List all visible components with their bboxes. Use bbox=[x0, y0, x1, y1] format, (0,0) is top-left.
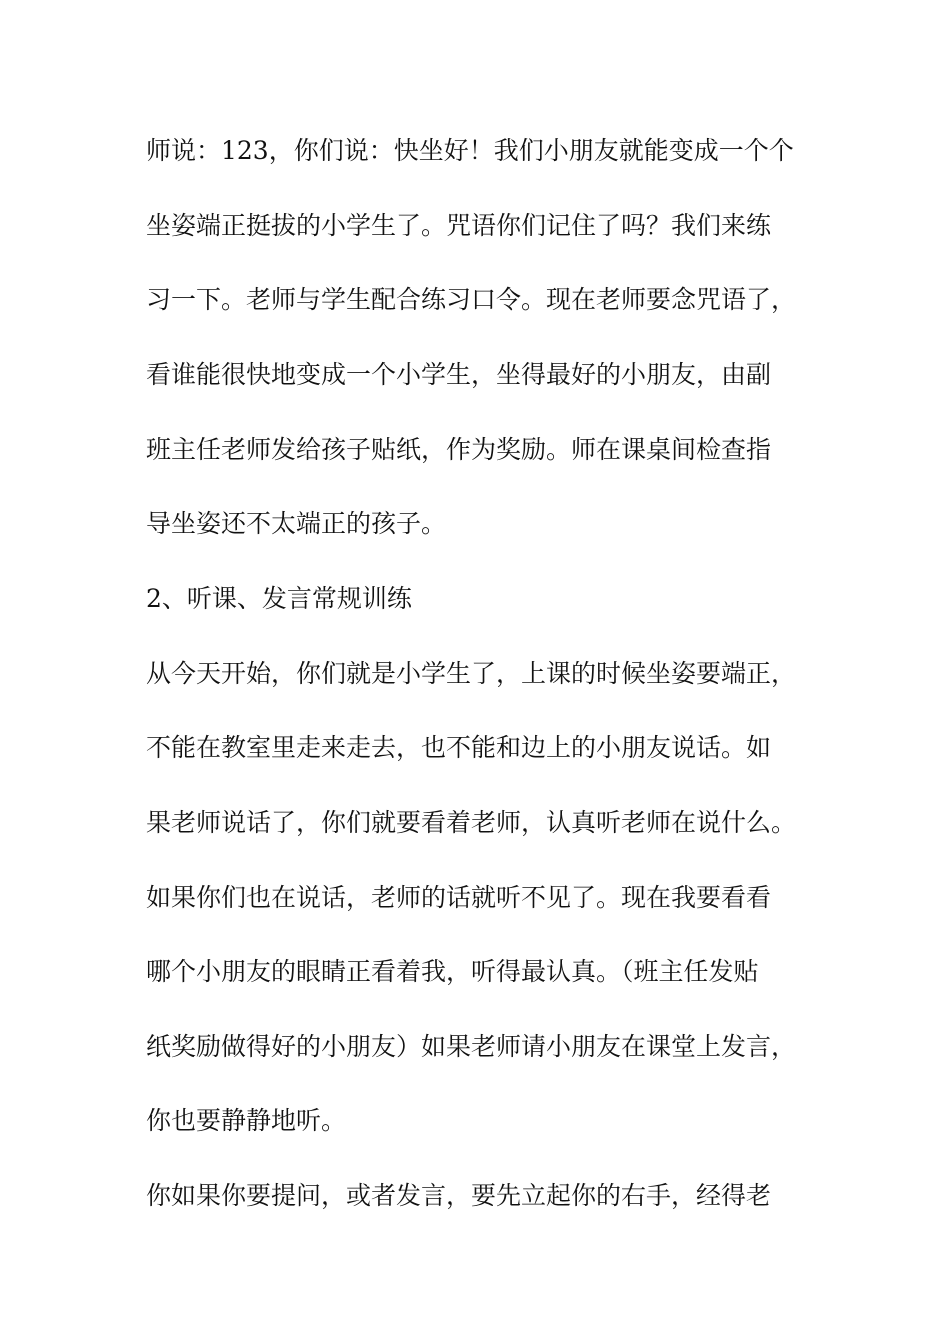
section-heading: 2、听课、发言常规训练 bbox=[146, 584, 412, 613]
text-line: 坐姿端正挺拔的小学生了。咒语你们记住了吗？我们来练 bbox=[146, 211, 772, 240]
text-line: 果老师说话了，你们就要看着老师，认真听老师在说什么。 bbox=[146, 808, 797, 837]
text-line: 班主任老师发给孩子贴纸，作为奖励。师在课桌间检查指 bbox=[146, 435, 772, 464]
text-line: 你也要静静地听。 bbox=[146, 1106, 347, 1135]
text-line: 师说：123，你们说：快坐好！我们小朋友就能变成一个个 bbox=[146, 136, 794, 165]
text-line: 看谁能很快地变成一个小学生，坐得最好的小朋友，由副 bbox=[146, 360, 772, 389]
text-line: 不能在教室里走来走去，也不能和边上的小朋友说话。如 bbox=[146, 733, 772, 762]
text-line: 导坐姿还不太端正的孩子。 bbox=[146, 509, 447, 538]
text-line: 纸奖励做得好的小朋友）如果老师请小朋友在课堂上发言， bbox=[146, 1032, 797, 1061]
text-line: 从今天开始，你们就是小学生了，上课的时候坐姿要端正， bbox=[146, 659, 797, 688]
text-line: 你如果你要提问，或者发言，要先立起你的右手，经得老 bbox=[146, 1181, 772, 1210]
text-line: 习一下。老师与学生配合练习口令。现在老师要念咒语了， bbox=[146, 285, 797, 314]
text-line: 哪个小朋友的眼睛正看着我，听得最认真。（班主任发贴 bbox=[146, 957, 759, 986]
text-line: 如果你们也在说话，老师的话就听不见了。现在我要看看 bbox=[146, 883, 772, 912]
